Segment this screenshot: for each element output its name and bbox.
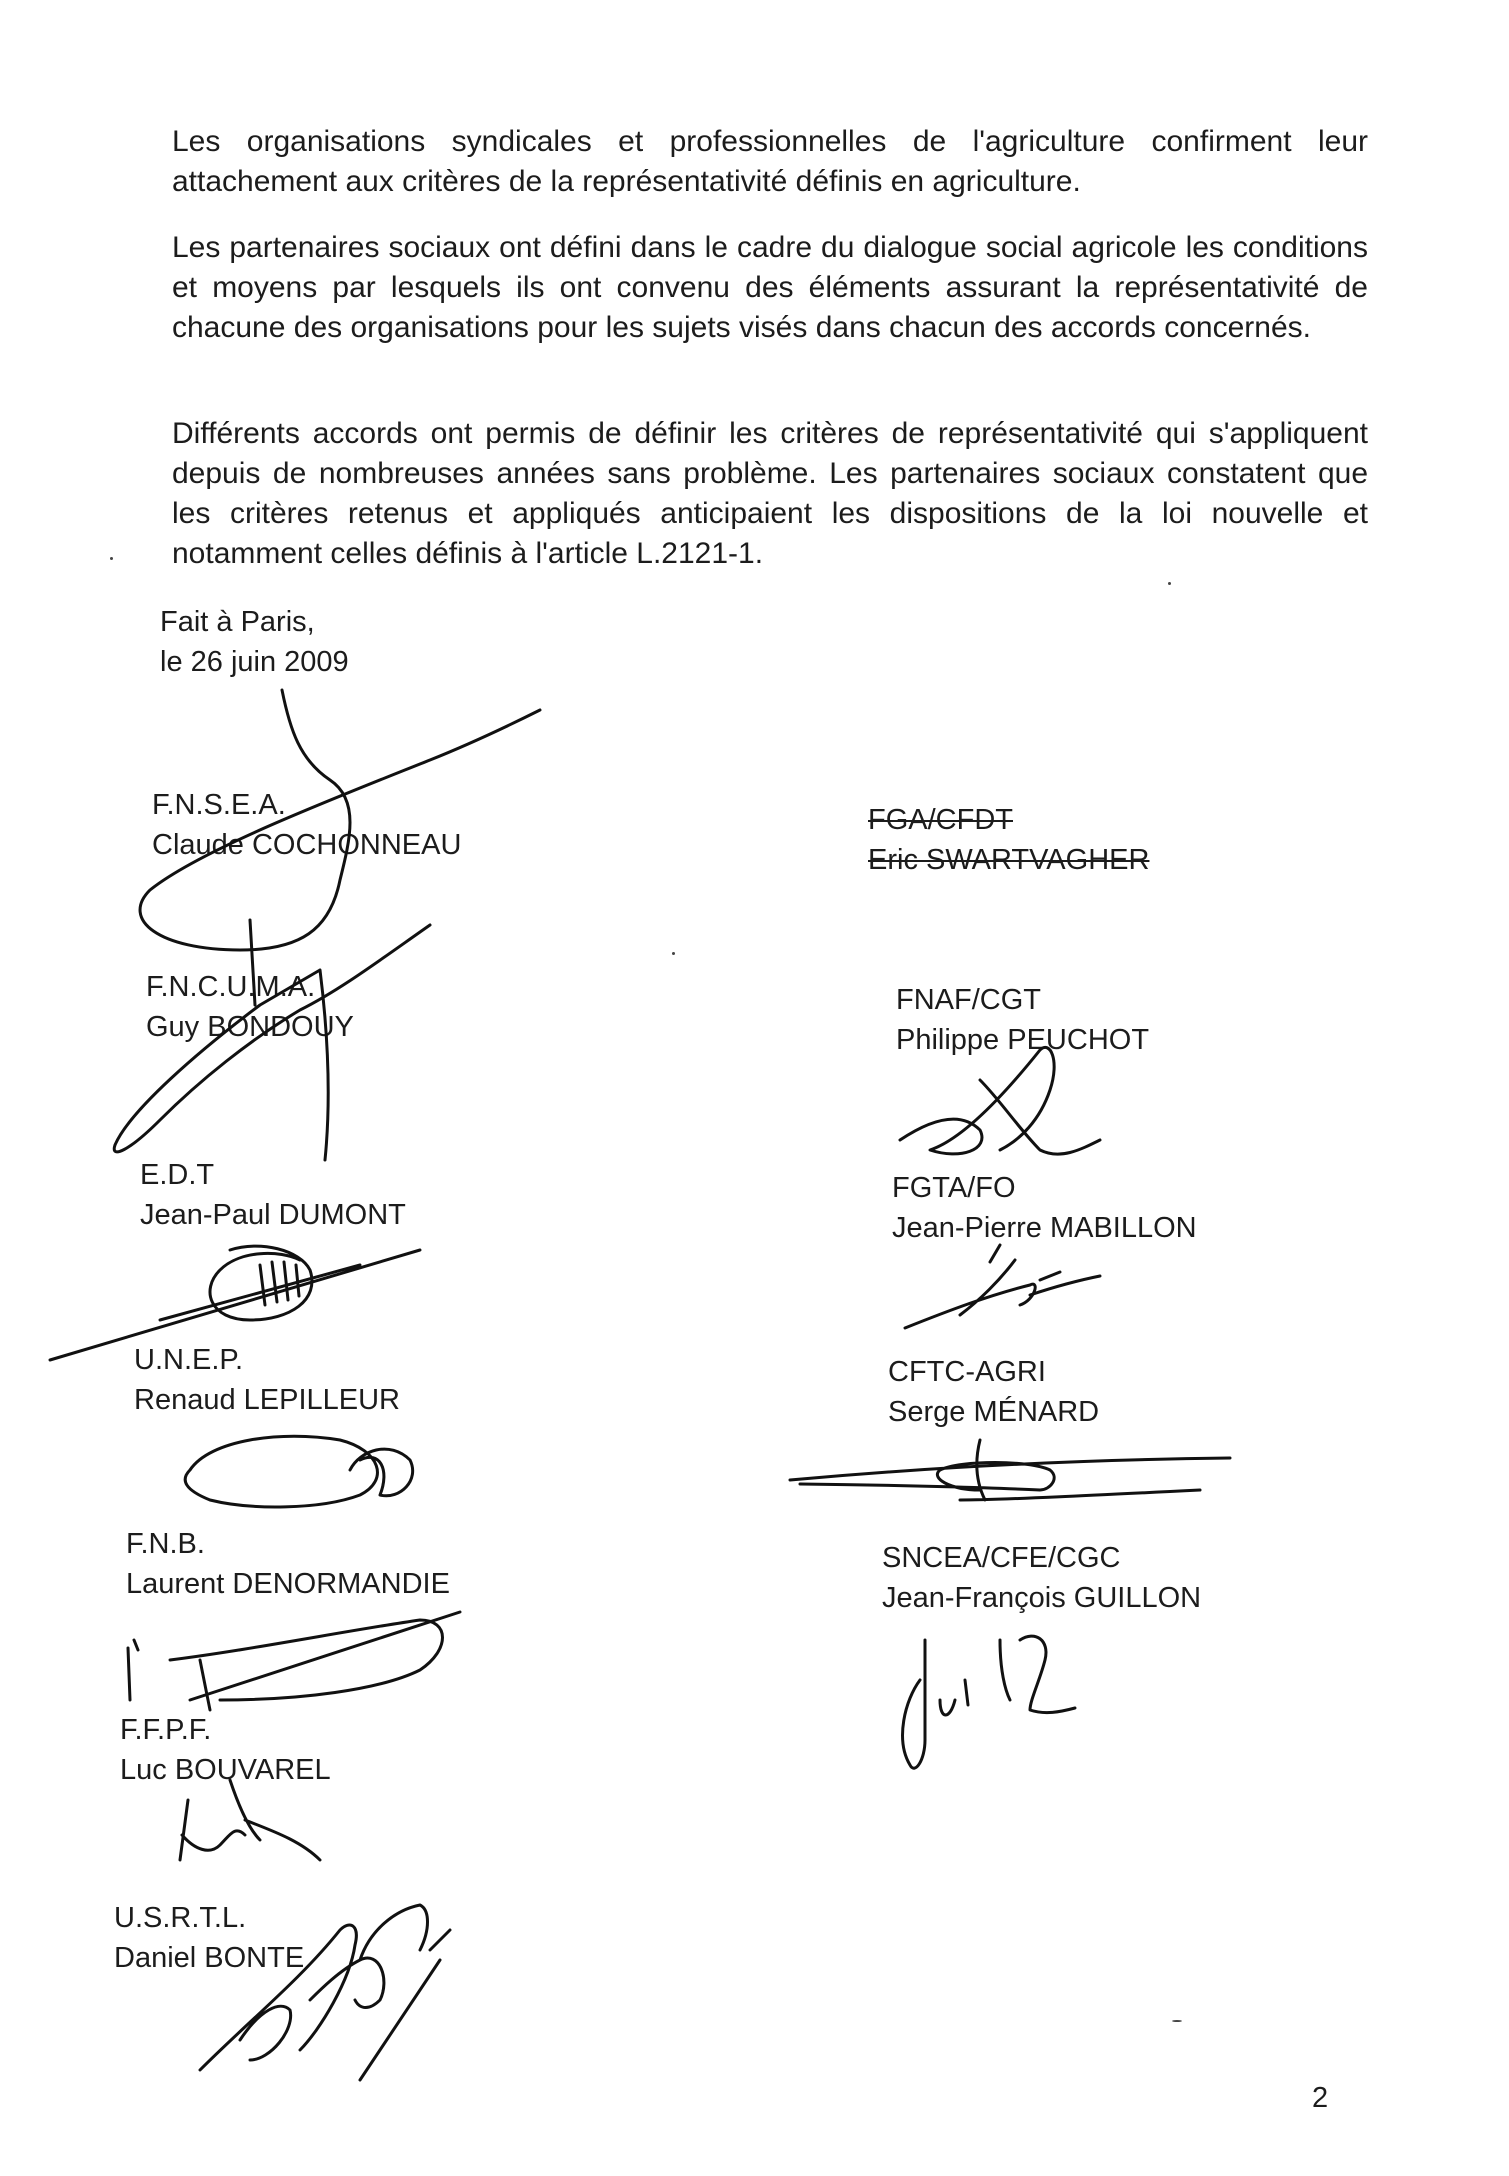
date: le 26 juin 2009: [160, 646, 349, 678]
signatory-usrtl: [114, 1898, 304, 1978]
signatory-org: E.D.T: [140, 1159, 215, 1191]
signatory-person: Renaud LEPILLEUR: [134, 1384, 400, 1416]
signatory-person: Jean-Pierre MABILLON: [892, 1212, 1197, 1244]
scan-speck: [110, 557, 113, 560]
signatory-person: Laurent DENORMANDIE: [126, 1568, 450, 1600]
signature-ffpf: [180, 1780, 320, 1860]
scan-speck: [672, 952, 675, 955]
signatory-org: F.N.C.U.M.A.: [146, 971, 316, 1003]
paragraph-agreements: Différents accords ont permis de définir les critères de représentativité qui s'appliquent depuis de nombreuses années sans problème. Les partenaires sociaux constatent que les critères retenus et appliqués anticipaient les dispositions de la loi nouvelle et notamment celles définis à l'article L.2121-1.: [172, 417, 1368, 570]
signatory-person: Jean-François GUILLON: [882, 1582, 1202, 1614]
signature-unep: [185, 1436, 412, 1507]
signatory-sncea-cfe-cgc: [882, 1538, 1201, 1618]
signatory-cftc-agri: [888, 1352, 1099, 1432]
scan-speck: [1172, 2020, 1182, 2022]
signatory-person: Serge MÉNARD: [888, 1396, 1100, 1428]
place-date: [160, 602, 349, 682]
signatory-fga-cfdt: [868, 800, 1149, 880]
signatory-org: FGTA/FO: [892, 1172, 1016, 1204]
signatory-org: U.N.E.P.: [134, 1344, 244, 1376]
paragraph-representativity-attachment: Les organisations syndicales et professionnelles de l'agriculture confirment leur attachement aux critères de la représentativité définis en agriculture.: [172, 125, 1368, 198]
signature-fnb: [128, 1612, 460, 1710]
signatory-person: Daniel BONTE: [114, 1942, 305, 1974]
signatory-person: Philippe PEUCHOT: [896, 1024, 1150, 1056]
signatory-person: Jean-Paul DUMONT: [140, 1199, 406, 1231]
signatory-person: Claude COCHONNEAU: [152, 829, 462, 861]
signatory-edt: [140, 1155, 406, 1235]
signatory-fgta-fo: [892, 1168, 1197, 1248]
place: Fait à Paris,: [160, 606, 315, 638]
signature-fnaf-cgt: [900, 1047, 1100, 1154]
signatory-ffpf: [120, 1710, 331, 1790]
signatory-person: Luc BOUVAREL: [120, 1754, 331, 1786]
signatory-org: CFTC-AGRI: [888, 1356, 1046, 1388]
signatory-org: F.N.S.E.A.: [152, 789, 286, 821]
signatory-person: Eric SWARTVAGHER: [868, 844, 1150, 876]
signatory-fnsea: [152, 785, 461, 865]
signature-sncea-cfe-cgc: [903, 1636, 1075, 1768]
signatory-org: SNCEA/CFE/CGC: [882, 1542, 1121, 1574]
signatory-org: F.F.P.F.: [120, 1714, 212, 1746]
signatory-fncuma: [146, 967, 354, 1047]
signature-fgta-fo: [905, 1245, 1100, 1328]
signatory-org: FGA/CFDT: [868, 804, 1013, 836]
scan-speck: [1168, 582, 1171, 585]
signatory-fnb: [126, 1524, 450, 1604]
signatory-unep: [134, 1340, 400, 1420]
signatory-fnaf-cgt: [896, 980, 1149, 1060]
signature-cftc-agri: [790, 1440, 1230, 1500]
signatory-person: Guy BONDOUY: [146, 1011, 354, 1043]
page-number: 2: [1312, 2082, 1329, 2114]
signatory-org: U.S.R.T.L.: [114, 1902, 247, 1934]
signatory-org: FNAF/CGT: [896, 984, 1041, 1016]
paragraph-social-dialogue: Les partenaires sociaux ont défini dans le cadre du dialogue social agricole les conditions et moyens par lesquels ils ont convenu des éléments assurant la représentativité de chacune des organisations pour les sujets visés dans chacun des accords concernés.: [172, 231, 1368, 344]
signatory-org: F.N.B.: [126, 1528, 205, 1560]
